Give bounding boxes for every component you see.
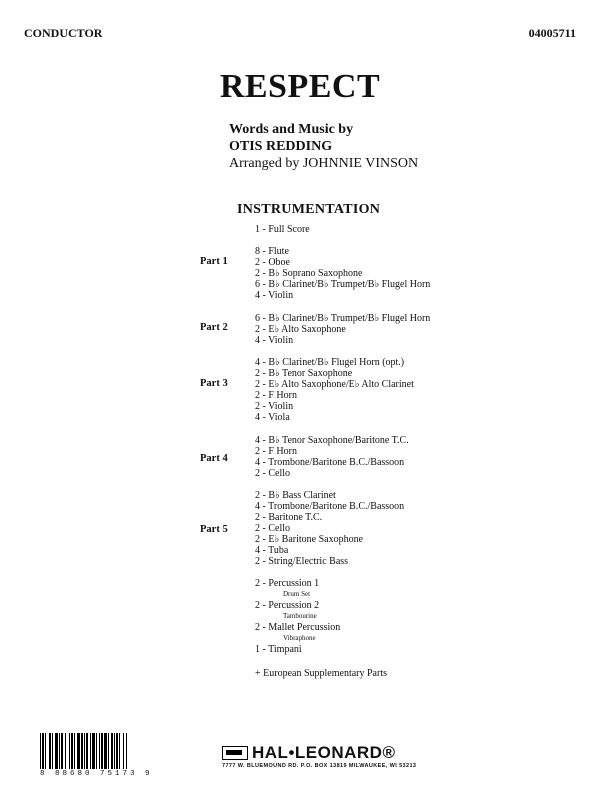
supplementary-line: [255, 668, 387, 679]
barcode: [40, 733, 175, 778]
credits-block: [229, 121, 418, 172]
part-5-list: [255, 490, 404, 567]
list-item: 2 - String/Electric Bass: [255, 556, 349, 567]
list-item: 4 - Trombone/Baritone B.C./Bassoon: [255, 457, 405, 468]
catalog-number: 04005711: [528, 26, 576, 40]
list-item: 2 - Cello: [255, 523, 290, 534]
list-item: 4 - B♭ Clarinet/B♭ Flugel Horn (opt.): [255, 357, 405, 368]
barcode-bars: [40, 733, 175, 769]
part-1-label: Part 1: [200, 256, 228, 267]
list-item: 4 - Tuba: [255, 545, 289, 556]
part-3-list: [255, 357, 414, 423]
list-item: 4 - Viola: [255, 412, 290, 423]
list-item: 2 - E♭ Baritone Saxophone: [255, 534, 364, 545]
arranger-line: Arranged by JOHNNIE VINSON: [229, 156, 419, 171]
list-item: 2 - B♭ Bass Clarinet: [255, 490, 336, 501]
list-item: 4 - Violin: [255, 290, 294, 301]
list-item: 6 - B♭ Clarinet/B♭ Trumpet/B♭ Flugel Horn: [255, 313, 431, 324]
list-item: 4 - B♭ Tenor Saxophone/Baritone T.C.: [255, 435, 409, 446]
list-item: 2 - F Horn: [255, 390, 297, 401]
words-music-label: Words and Music by: [229, 122, 354, 137]
song-title: RESPECT: [219, 68, 381, 105]
list-item: 2 - B♭ Soprano Saxophone: [255, 268, 363, 279]
list-item: 2 - F Horn: [255, 446, 297, 457]
list-item: 8 - Flute: [255, 246, 289, 257]
instrument-note: Drum Set: [283, 590, 311, 598]
instrumentation-heading: INSTRUMENTATION: [237, 202, 381, 217]
publisher-address: 7777 W. BLUEMOUND RD. P.O. BOX 13819 MILWAUKEE, WI 53213: [222, 763, 417, 769]
instrument-note: Vibraphone: [283, 634, 316, 642]
list-item: 2 - Mallet Percussion: [255, 622, 341, 633]
part-4-list: [255, 435, 409, 479]
list-item: 2 - E♭ Alto Saxophone: [255, 324, 346, 335]
list-item: 6 - B♭ Clarinet/B♭ Trumpet/B♭ Flugel Horn: [255, 279, 431, 290]
list-item: + European Supplementary Parts: [255, 668, 387, 679]
list-item: 1 - Full Score: [255, 224, 310, 235]
list-item: 2 - Oboe: [255, 257, 290, 268]
publisher-logo: [222, 743, 395, 763]
list-item: 2 - Percussion 1: [255, 578, 320, 589]
full-score-line: [255, 224, 310, 235]
part-2-list: [255, 313, 430, 346]
instrument-note: Tambourine: [283, 612, 317, 620]
percussion-list: [255, 578, 340, 655]
score-label: CONDUCTOR: [24, 26, 103, 40]
list-item: 2 - Violin: [255, 401, 294, 412]
part-3-label: Part 3: [200, 378, 228, 389]
list-item: 2 - B♭ Tenor Saxophone: [255, 368, 353, 379]
part-5-label: Part 5: [200, 524, 228, 535]
publisher-name: HAL•LEONARD®: [252, 743, 396, 762]
list-item: 4 - Violin: [255, 335, 294, 346]
part-2-label: Part 2: [200, 322, 228, 333]
list-item: 2 - Percussion 2: [255, 600, 320, 611]
list-item: 2 - Cello: [255, 468, 290, 479]
hal-leonard-keyboard-icon: [222, 746, 248, 760]
list-item: 4 - Trombone/Baritone B.C./Bassoon: [255, 501, 405, 512]
part-1-list: [255, 246, 430, 301]
barcode-number: 8 88680 75173 9: [40, 770, 153, 778]
list-item: 2 - E♭ Alto Saxophone/E♭ Alto Clarinet: [255, 379, 414, 390]
list-item: 1 - Timpani: [255, 644, 302, 655]
composer-name: OTIS REDDING: [229, 139, 333, 154]
list-item: 2 - Baritone T.C.: [255, 512, 323, 523]
part-4-label: Part 4: [200, 453, 228, 464]
